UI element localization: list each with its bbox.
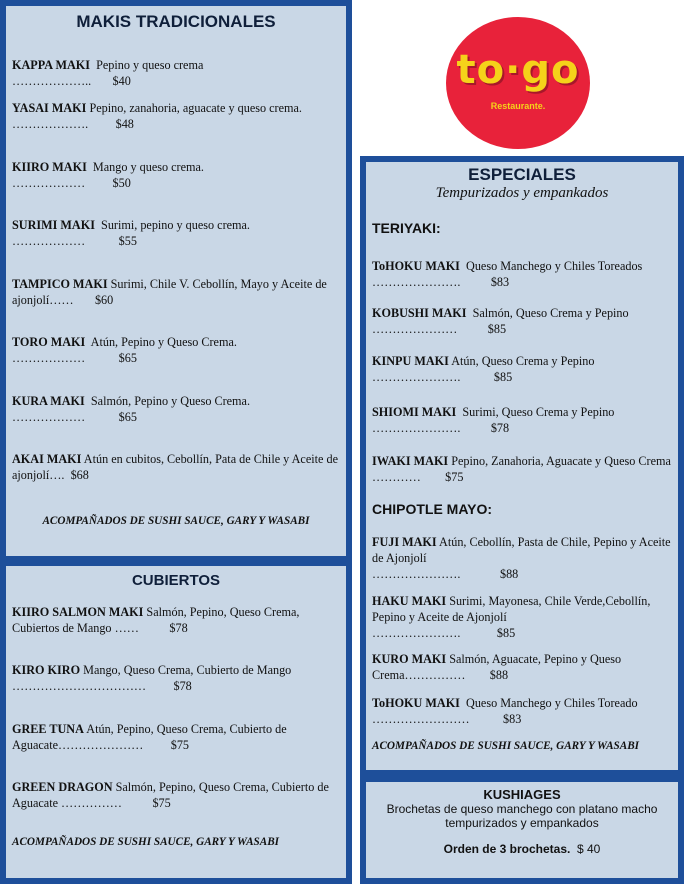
item-name: KURA MAKI <box>12 394 85 408</box>
menu-item <box>372 353 672 385</box>
item-name: KINPU MAKI <box>372 354 449 368</box>
item-name: ToHOKU MAKI <box>372 696 460 710</box>
menu-item <box>12 779 340 811</box>
chipotle-label: CHIPOTLE MAYO: <box>372 501 493 517</box>
item-price: …………………. $88 <box>372 567 519 581</box>
item-desc: Atún, Pepino y Queso Crema. <box>90 335 237 349</box>
item-desc: Atún, Queso Crema y Pepino <box>451 354 595 368</box>
item-name: GREEN DRAGON <box>12 780 113 794</box>
order-price: $ 40 <box>577 842 601 856</box>
item-desc: Pepino, zanahoria, aguacate y queso crema. <box>89 101 302 115</box>
menu-item <box>12 159 340 191</box>
teriyaki-label: TERIYAKI: <box>372 220 441 236</box>
menu-item <box>372 305 672 337</box>
menu-item <box>372 534 672 582</box>
menu-item <box>12 100 340 132</box>
menu-item <box>12 721 340 753</box>
item-desc: Pepino, Zanahoria, Aguacate y Queso Crema ………… $75 <box>372 454 674 484</box>
kushiages-panel <box>360 776 684 884</box>
item-price: …………………… $83 <box>372 712 522 726</box>
especiales-panel <box>360 156 684 776</box>
item-price: ………………… $85 <box>372 322 507 336</box>
menu-item <box>372 258 672 290</box>
accompaniment-note: ACOMPAÑADOS DE SUSHI SAUCE, GARY Y WASABI <box>372 740 640 752</box>
item-name: IWAKI MAKI <box>372 454 449 468</box>
item-desc: Atún, Cebollín, Pasta de Chile, Pepino y Aceite de Ajonjolí <box>372 535 671 565</box>
item-name: KAPPA MAKI <box>12 58 90 72</box>
item-desc: Queso Manchego y Chiles Toreado <box>466 696 638 710</box>
item-name: KIIRO SALMON MAKI <box>12 605 144 619</box>
item-price: ……………… $65 <box>12 351 137 365</box>
logo-subtext: Restaurante. <box>490 101 546 111</box>
cubiertos-panel-inner <box>6 566 346 878</box>
kushiages-desc-2: tempurizados y empankados <box>445 816 599 830</box>
item-name: TAMPICO MAKI <box>12 277 108 291</box>
item-desc: Surimi, pepino y queso crema. <box>101 218 250 232</box>
especiales-title: ESPECIALES <box>468 165 576 184</box>
item-price: …………………. $83 <box>372 275 510 289</box>
item-name: KURO MAKI <box>372 652 447 666</box>
item-name: SHIOMI MAKI <box>372 405 457 419</box>
item-desc: Surimi, Queso Crema y Pepino <box>462 405 615 419</box>
kushiages-title: KUSHIAGES <box>483 787 561 802</box>
item-desc: Atún, Pepino, Queso Crema, Cubierto de Aguacate………………… $75 <box>12 722 290 752</box>
item-price: ……………… $55 <box>12 234 137 248</box>
item-desc: Surimi, Mayonesa, Chile Verde,Cebollín, Pepino y Aceite de Ajonjolí <box>372 594 651 624</box>
item-price: …………………. $85 <box>372 370 513 384</box>
makis-title: MAKIS TRADICIONALES <box>76 12 276 31</box>
item-name: ToHOKU MAKI <box>372 259 460 273</box>
item-desc: Salmón, Pepino, Queso Crema, Cubierto de Aguacate …………… $75 <box>12 780 332 810</box>
item-price: …………………. $78 <box>372 421 510 435</box>
especiales-panel-inner <box>366 162 678 770</box>
item-desc: Salmón, Queso Crema y Pepino <box>472 306 629 320</box>
item-name: AKAI MAKI <box>12 452 82 466</box>
menu-item <box>12 662 340 694</box>
kushiages-desc-1: Brochetas de queso manchego con platano macho <box>386 802 658 816</box>
accompaniment-note: ACOMPAÑADOS DE SUSHI SAUCE, GARY Y WASABI <box>42 515 310 527</box>
makis-panel <box>0 0 352 562</box>
menu-item <box>372 453 672 485</box>
item-price: ……………… $65 <box>12 410 137 424</box>
item-name: YASAI MAKI <box>12 101 87 115</box>
kushiages-panel-inner <box>366 782 678 878</box>
menu-item <box>372 593 672 641</box>
menu-item <box>12 57 340 89</box>
cubiertos-panel <box>0 560 352 884</box>
item-desc: Atún en cubitos, Cebollín, Pata de Chile y Aceite de ajonjolí…. $68 <box>12 452 342 482</box>
item-desc: Mango y queso crema. <box>92 160 204 174</box>
item-price: ………………. $48 <box>12 117 134 131</box>
cubiertos-title: CUBIERTOS <box>131 572 221 589</box>
item-name: SURIMI MAKI <box>12 218 95 232</box>
menu-item <box>12 276 340 308</box>
item-desc: Surimi, Chile V. Cebollín, Mayo y Aceite de ajonjolí…… $60 <box>12 277 330 307</box>
menu-item <box>12 393 340 425</box>
makis-panel-inner <box>6 6 346 556</box>
menu-item <box>372 651 672 683</box>
item-price: ……………… $50 <box>12 176 131 190</box>
item-name: KIIRO MAKI <box>12 160 87 174</box>
menu-item <box>12 604 340 636</box>
menu-item <box>12 334 340 366</box>
especiales-subtitle: Tempurizados y empankados <box>435 185 609 201</box>
item-name: HAKU MAKI <box>372 594 447 608</box>
item-name: KOBUSHI MAKI <box>372 306 467 320</box>
item-price: …………………. $85 <box>372 626 516 640</box>
kushiages-order <box>366 842 678 856</box>
item-desc: Pepino y queso crema <box>96 58 204 72</box>
accompaniment-note: ACOMPAÑADOS DE SUSHI SAUCE, GARY Y WASABI <box>12 836 280 848</box>
item-name: GREE TUNA <box>12 722 84 736</box>
item-desc: Queso Manchego y Chiles Toreados <box>466 259 643 273</box>
item-name: KIRO KIRO <box>12 663 81 677</box>
item-name: FUJI MAKI <box>372 535 437 549</box>
item-desc: Salmón, Pepino y Queso Crema. <box>90 394 250 408</box>
item-desc: Salmón, Pepino, Queso Crema, Cubiertos de Mango …… $78 <box>12 605 303 635</box>
item-price: ……………….. $40 <box>12 74 131 88</box>
menu-item <box>372 404 672 436</box>
menu-item <box>12 217 340 249</box>
order-label: Orden de 3 brochetas. <box>443 842 571 856</box>
item-name: TORO MAKI <box>12 335 86 349</box>
togo-logo <box>446 17 590 149</box>
menu-item <box>12 451 340 483</box>
menu-item <box>372 695 672 727</box>
item-desc: Mango, Queso Crema, Cubierto de Mango …………………………… $78 <box>12 663 295 693</box>
logo-text: to·go <box>456 47 580 93</box>
item-desc: Salmón, Aguacate, Pepino y Queso Crema…………… $88 <box>372 652 625 682</box>
